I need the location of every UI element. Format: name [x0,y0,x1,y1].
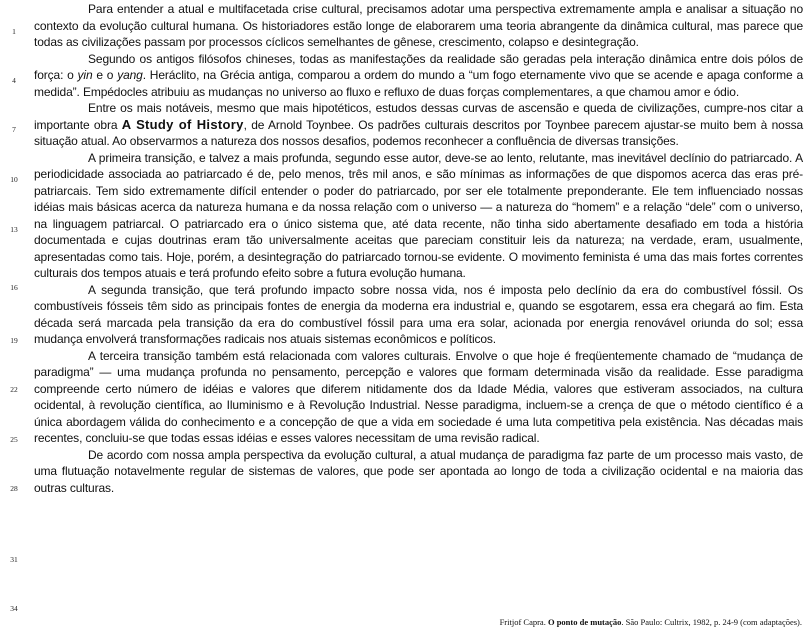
paragraph-3-text-a: Entre os mais notáveis, mesmo que mais hipotéticos, estudos dessas curvas de ascensão e queda de civilizações, cumpre-nos citar a importante obra [34,101,803,132]
paragraph-7: De acordo com nossa ampla perspectiva da evolução cultural, a atual mudança de paradigma faz parte de um processo mais vasto, de uma flutuação notavelmente regular de sistemas de valores, que pode ser apontada ao longo de toda a civilização ocidental e na maioria das outras culturas. [34,447,803,495]
line-number: 34 [10,604,18,613]
line-number: 19 [10,336,18,345]
paragraph-5: A segunda transição, que terá profundo impacto sobre nossa vida, nos é imposta pelo declínio da era do combustível fóssil. Os combustíveis fósseis têm sido as principais fontes de energia da moderna era industrial e, quando se esgotarem, essa era chegará ao fim. Esta década será marcada pela transição da era do combustível fóssil para uma era solar, acionada por energia renovável oriunda do sol; essa mudança envolverá transformações radicais nos atuais sistemas econômicos e políticos. [34,282,803,346]
paragraph-2-text-a: Segundo os antigos filósofos chineses, todas as manifestações da realidade são geradas pela interação dinâmica entre dois pólos de força: o [34,51,803,82]
paragraph-4: A primeira transição, e talvez a mais profunda, segundo esse autor, deve-se ao lento, relutante, mas inevitável declínio do patriarcado. A periodicidade associada ao patriarcado é de, pelo menos, três mil anos, e são mínimas as informações de que dispomos acerca das eras pré-patriarcais. Tem sido extremamente difícil entender o poder do patriarcado, por ser ele totalmente preponderante. Ele tem influenciado nossas idéias mais básicas acerca da natureza humana e da nossa relação com o universo — a natureza do “homem” e a relação “dele” com o universo, na linguagem patriarcal. O patriarcado era o único sistema que, até data recente, não tinha sido abertamente desafiado em toda a história documentada e cujas doutrinas eram tão universalmente aceitas que pareciam constituir leis da natureza; na verdade, eram, usualmente, apresentadas como tais. Hoje, porém, a desintegração do patriarcado tornou-se evidente. O movimento feminista é uma das mais fortes correntes culturais dos tempos atuais e terá profundo efeito sobre a futura evolução humana. [34,150,803,280]
line-number-gutter [0,0,28,638]
line-number: 25 [10,435,18,444]
line-number: 31 [10,555,18,564]
term-yang: yang [117,68,143,82]
line-number: 16 [10,283,18,292]
line-number: 13 [10,225,18,234]
line-number: 28 [10,484,18,493]
citation-author: Fritjof Capra. [499,617,546,627]
paragraph-2 [34,51,803,101]
book-title: A Study of History [121,116,244,132]
paragraph-2-text-c: . Heráclito, na Grécia antiga, comparou a ordem do mundo a “um fogo eternamente vivo que se acende e apaga conforme a medida”. Empédocles atribuiu as mudanças no universo ao fluxo e refluxo de duas forças complementares, a que chamou amor e ódio. [34,68,804,99]
citation-details: . São Paulo: Cultrix, 1982, p. 24-9 (com adaptações). [621,617,802,627]
term-yin: yin [77,68,93,82]
paragraph-3 [34,100,803,150]
body-text [34,1,803,496]
paragraph-2-text-b: e o [92,68,118,82]
paragraph-6: A terceira transição também está relacionada com valores culturais. Envolve o que hoje é freqüentemente chamado de “mudança de paradigma” — uma mudança profunda no pensamento, percepção e valores que formam determinada visão da realidade. Esse paradigma compreende certo número de idéias e valores que diferem nitidamente dos da Idade Média, valores que estiveram associados, na cultura ocidental, à revolução científica, ao Iluminismo e à Revolução Industrial. Nesse paradigma, incluem-se a crença de que o método científico é a única abordagem válida do conhecimento e a concepção de que a vida em sociedade é uma luta competitiva pela existência. Nas décadas mais recentes, concluiu-se que todas essas idéias e esses valores necessitam de uma revisão radical. [34,348,803,445]
source-citation [500,617,802,627]
paragraph-3-text-b: , de Arnold Toynbee. Os padrões culturais descritos por Toynbee parecem ajustar-se muito bem à nossa situação atual. Ao observarmos a natureza dos nossos desafios, podemos reconhecer a confluência de diversas transições. [34,117,804,148]
line-number: 10 [10,175,18,184]
line-number: 22 [10,385,18,394]
line-number: 4 [12,76,16,85]
citation-work: O ponto de mutação [547,617,622,627]
line-number: 7 [12,125,16,134]
paragraph-1: Para entender a atual e multifacetada crise cultural, precisamos adotar uma perspectiva extremamente ampla e analisar a situação no contexto da evolução cultural humana. Os historiadores estão longe de elaborarem uma teoria abrangente da dinâmica cultural, mas parece que todas as civilizações passam por processos cíclicos semelhantes de gênese, crescimento, colapso e desintegração. [34,2,803,49]
line-number: 1 [12,27,16,36]
